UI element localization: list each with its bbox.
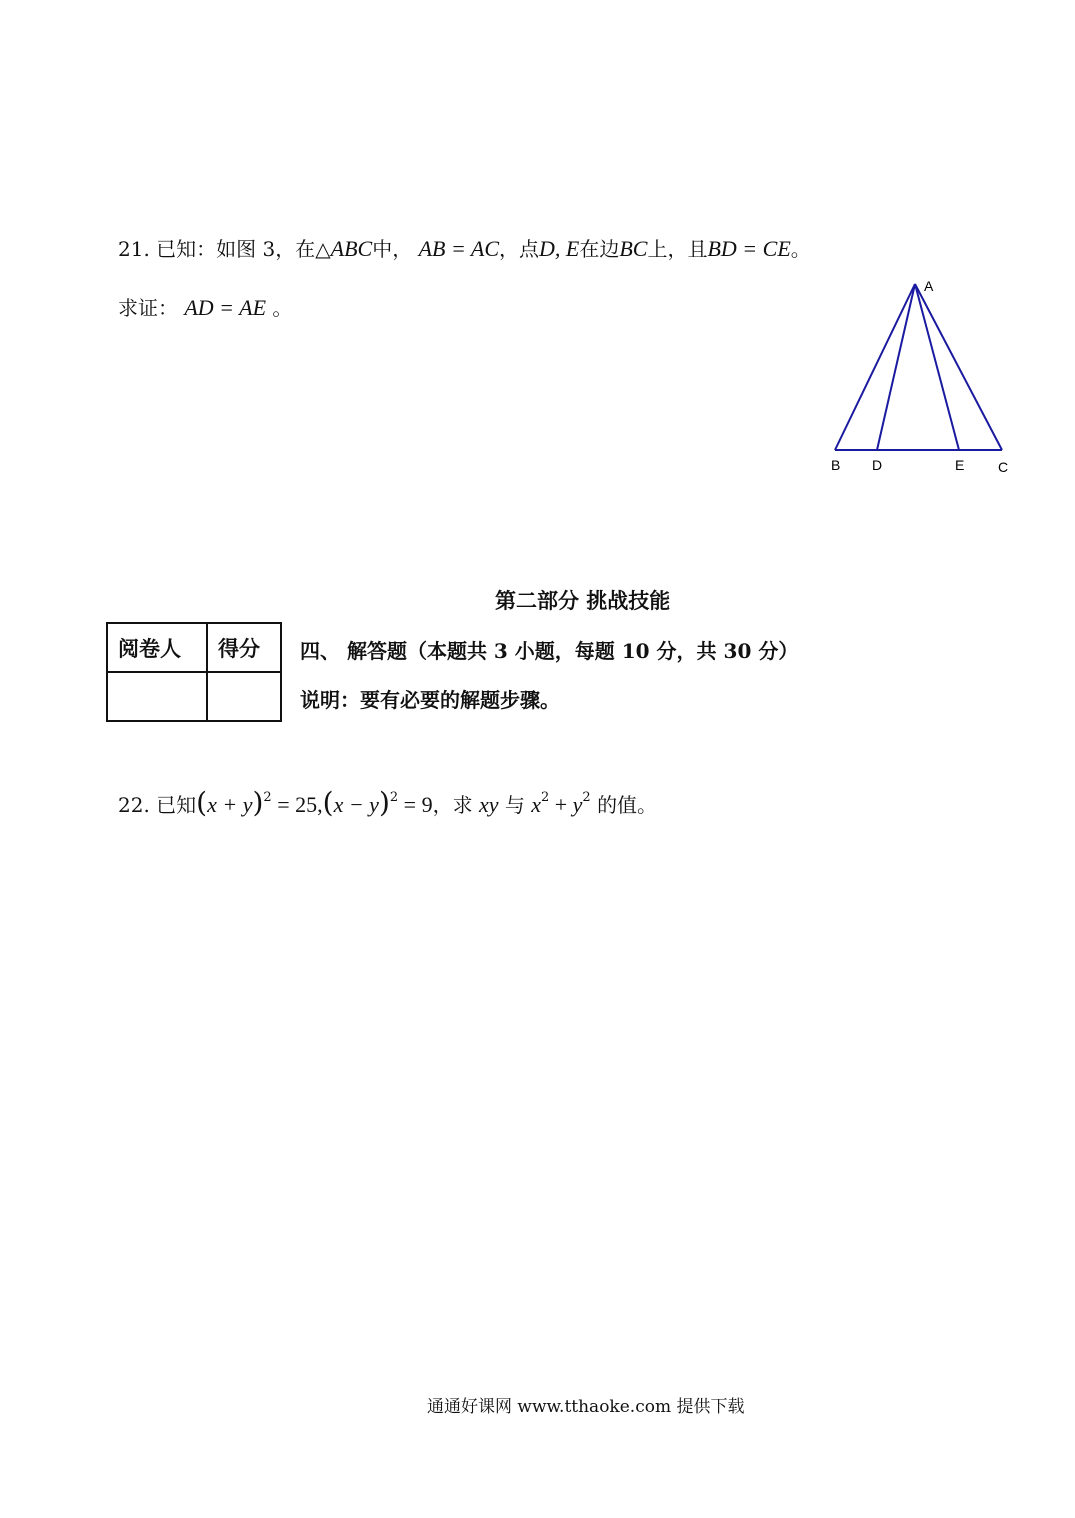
segment-ad — [877, 284, 915, 450]
label-a: A — [924, 278, 934, 294]
question-21: 21. 已知：如图 3，在△ABC中， AB = AC，点D, E在边BC上，且BD = CE。 — [118, 236, 811, 261]
label-e: E — [955, 457, 965, 473]
footer: 通通好课网 www.tthaoke.com 提供下载 — [427, 1397, 745, 1417]
triangle-diagram — [820, 272, 1020, 482]
reviewer-cell — [107, 672, 207, 721]
score-header: 得分 — [207, 623, 281, 672]
label-b: B — [831, 457, 841, 473]
prove-line: 求证： AD = AE 。 — [118, 295, 293, 320]
reviewer-header: 阅卷人 — [107, 623, 207, 672]
triangle-symbol: △ — [315, 237, 331, 261]
section-note: 说明：要有必要的解题步骤。 — [300, 688, 560, 712]
label-d: D — [872, 457, 883, 473]
segment-ae — [915, 284, 959, 450]
question-22: 22. 已知$(x + y)^2 = 25,(x - y)^2 = 9$，求 xy 与 $x^2 + y^2$ 的值。 — [118, 786, 658, 819]
score-table — [106, 622, 282, 722]
segment-ab — [835, 284, 915, 450]
section-title: 四、 解答题（本题共 3 小题，每题 10 分，共 30 分） — [300, 639, 799, 663]
part2-title: 第二部分 挑战技能 — [495, 588, 671, 613]
label-c: C — [998, 459, 1009, 475]
segment-ac — [915, 284, 1002, 450]
score-cell — [207, 672, 281, 721]
question-number: 22. — [118, 793, 150, 817]
question-number: 21. — [118, 237, 150, 261]
